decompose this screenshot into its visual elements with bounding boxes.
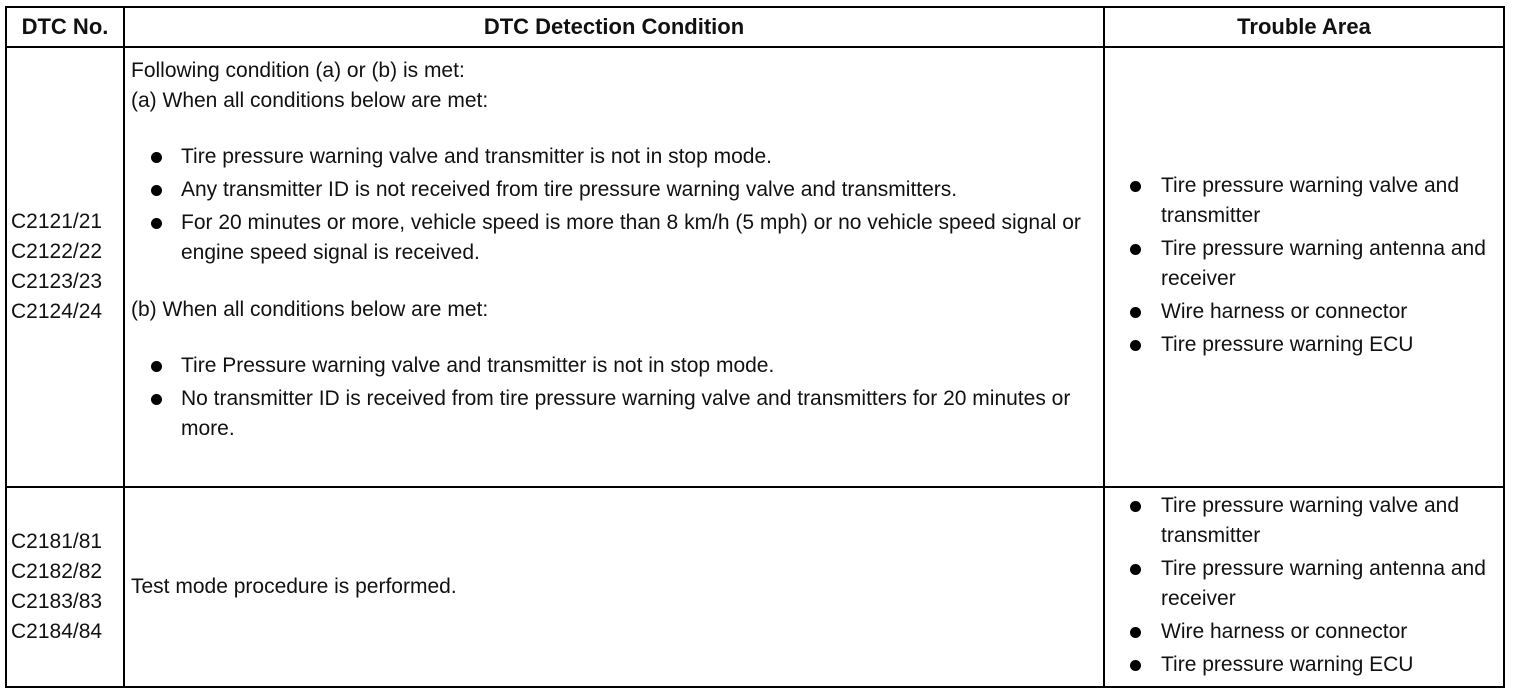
list-item <box>1105 171 1497 231</box>
list-item <box>1105 554 1497 614</box>
bullet-icon <box>1130 340 1141 351</box>
list-item <box>131 384 1103 444</box>
dtc-code: C2124/24 <box>11 300 103 323</box>
dtc-code: C2182/82 <box>11 560 103 583</box>
bullet-icon <box>151 152 162 163</box>
table-row <box>6 47 1504 487</box>
list-item <box>131 142 1103 172</box>
list-item-text: No transmitter ID is received from tire pressure warning valve and transmitters for 20 minutes or more. <box>181 387 1071 440</box>
bullet-icon <box>1130 564 1141 575</box>
bullet-icon <box>1130 307 1141 318</box>
list-item <box>1105 617 1497 647</box>
list-item-text: Tire Pressure warning valve and transmitter is not in stop mode. <box>181 354 775 377</box>
list-item <box>1105 297 1497 327</box>
list-item-text: Tire pressure warning valve and transmitter is not in stop mode. <box>181 145 772 168</box>
dtc-codes-cell <box>6 487 124 687</box>
list-item <box>131 351 1103 381</box>
dtc-code: C2121/21 <box>11 210 103 233</box>
list-item-text: Tire pressure warning ECU <box>1161 653 1414 676</box>
header-trouble-area: Trouble Area <box>1104 7 1504 47</box>
list-item-text: Wire harness or connector <box>1161 620 1408 643</box>
bullet-icon <box>1130 501 1141 512</box>
list-item <box>1105 650 1497 680</box>
condition-intro: Following condition (a) or (b) is met: <box>131 59 465 82</box>
detection-condition-cell <box>124 487 1104 687</box>
dtc-code: C2183/83 <box>11 590 103 613</box>
trouble-area-cell <box>1104 47 1504 487</box>
condition-b-list <box>131 351 1103 444</box>
list-item-text: Tire pressure warning valve and transmitter <box>1161 174 1460 227</box>
trouble-area-list <box>1105 171 1497 360</box>
dtc-codes-cell <box>6 47 124 487</box>
list-item-text: Tire pressure warning valve and transmitter <box>1161 494 1460 547</box>
list-item <box>1105 330 1497 360</box>
table-header <box>6 7 1504 47</box>
bullet-icon <box>151 361 162 372</box>
list-item <box>131 175 1103 205</box>
bullet-icon <box>1130 627 1141 638</box>
condition-b-heading: (b) When all conditions below are met: <box>131 298 489 321</box>
bullet-icon <box>1130 660 1141 671</box>
list-item-text: Wire harness or connector <box>1161 300 1408 323</box>
trouble-area-list <box>1105 491 1497 680</box>
header-dtc-no: DTC No. <box>6 7 124 47</box>
bullet-icon <box>151 218 162 229</box>
bullet-icon <box>151 394 162 405</box>
table-row <box>6 487 1504 687</box>
list-item-text: Any transmitter ID is not received from tire pressure warning valve and transmitters. <box>181 178 958 201</box>
dtc-code: C2123/23 <box>11 270 103 293</box>
list-item <box>131 208 1103 268</box>
header-row <box>6 7 1504 47</box>
list-item-text: Tire pressure warning ECU <box>1161 333 1414 356</box>
list-item-text: For 20 minutes or more, vehicle speed is more than 8 km/h (5 mph) or no vehicle speed signal or engine speed signal is received. <box>181 211 1081 264</box>
detection-condition-cell <box>124 47 1104 487</box>
bullet-icon <box>1130 244 1141 255</box>
header-detection-condition: DTC Detection Condition <box>124 7 1104 47</box>
trouble-area-cell <box>1104 487 1504 687</box>
condition-a-list <box>131 142 1103 268</box>
bullet-icon <box>151 185 162 196</box>
list-item <box>1105 234 1497 294</box>
condition-a-heading: (a) When all conditions below are met: <box>131 89 489 112</box>
list-item <box>1105 491 1497 551</box>
condition-text: Test mode procedure is performed. <box>131 575 457 598</box>
dtc-code: C2122/22 <box>11 240 103 263</box>
bullet-icon <box>1130 181 1141 192</box>
dtc-table <box>5 6 1505 688</box>
dtc-code: C2181/81 <box>11 530 103 553</box>
list-item-text: Tire pressure warning antenna and receiver <box>1161 557 1486 610</box>
list-item-text: Tire pressure warning antenna and receiver <box>1161 237 1486 290</box>
dtc-code: C2184/84 <box>11 620 103 643</box>
